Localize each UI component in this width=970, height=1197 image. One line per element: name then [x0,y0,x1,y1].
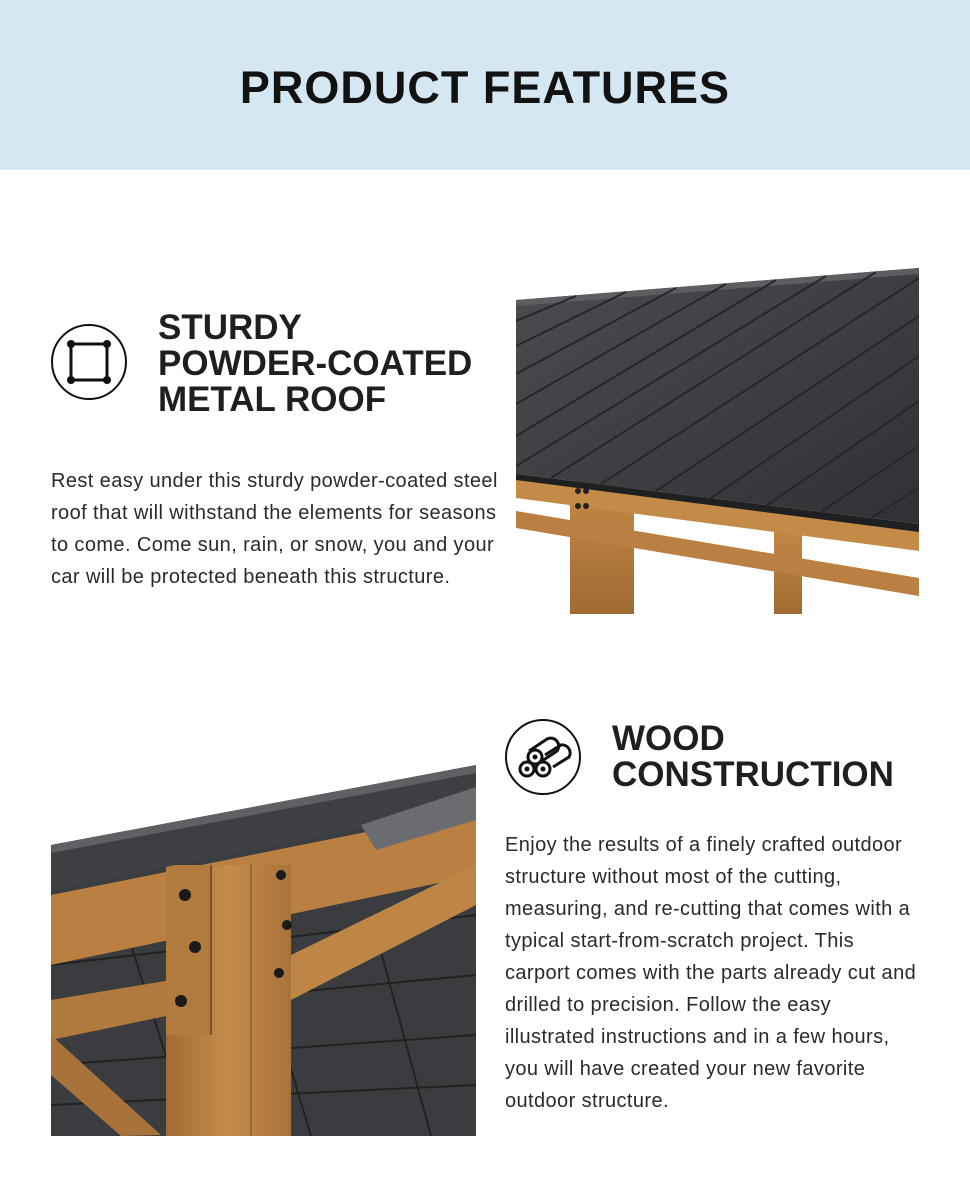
feature-title-line: POWDER-COATED [158,344,473,383]
feature-title-line: STURDY [158,308,302,347]
feature-description-metal-roof: Rest easy under this sturdy powder-coated steel roof that will withstand the elements for seasons to come. Come sun, rain, or snow, you and your car will be protected beneath this structure. [51,470,498,588]
metal-roof-photo [516,266,919,614]
header-banner [0,0,970,170]
wood-logs-icon [505,719,581,795]
feature-title-line: METAL ROOF [158,380,387,419]
square-frame-icon [51,324,127,400]
feature-title-line: CONSTRUCTION [612,755,894,794]
feature-title-wood [612,721,894,793]
feature-title-line: WOOD [612,719,725,758]
wood-frame-photo [51,765,476,1136]
page-title: PRODUCT FEATURES [239,62,731,113]
feature-description-wood: Enjoy the results of a finely crafted outdoor structure without most of the cutting, measuring, and re-cutting that comes with a typical start-from-scratch project. This carport comes with the parts already cut and drilled to precision. Follow the easy illustrated instructions and in a few hours, you will have created your new favorite outdoor structure. [505,834,917,1112]
feature-title-metal-roof [158,310,472,418]
